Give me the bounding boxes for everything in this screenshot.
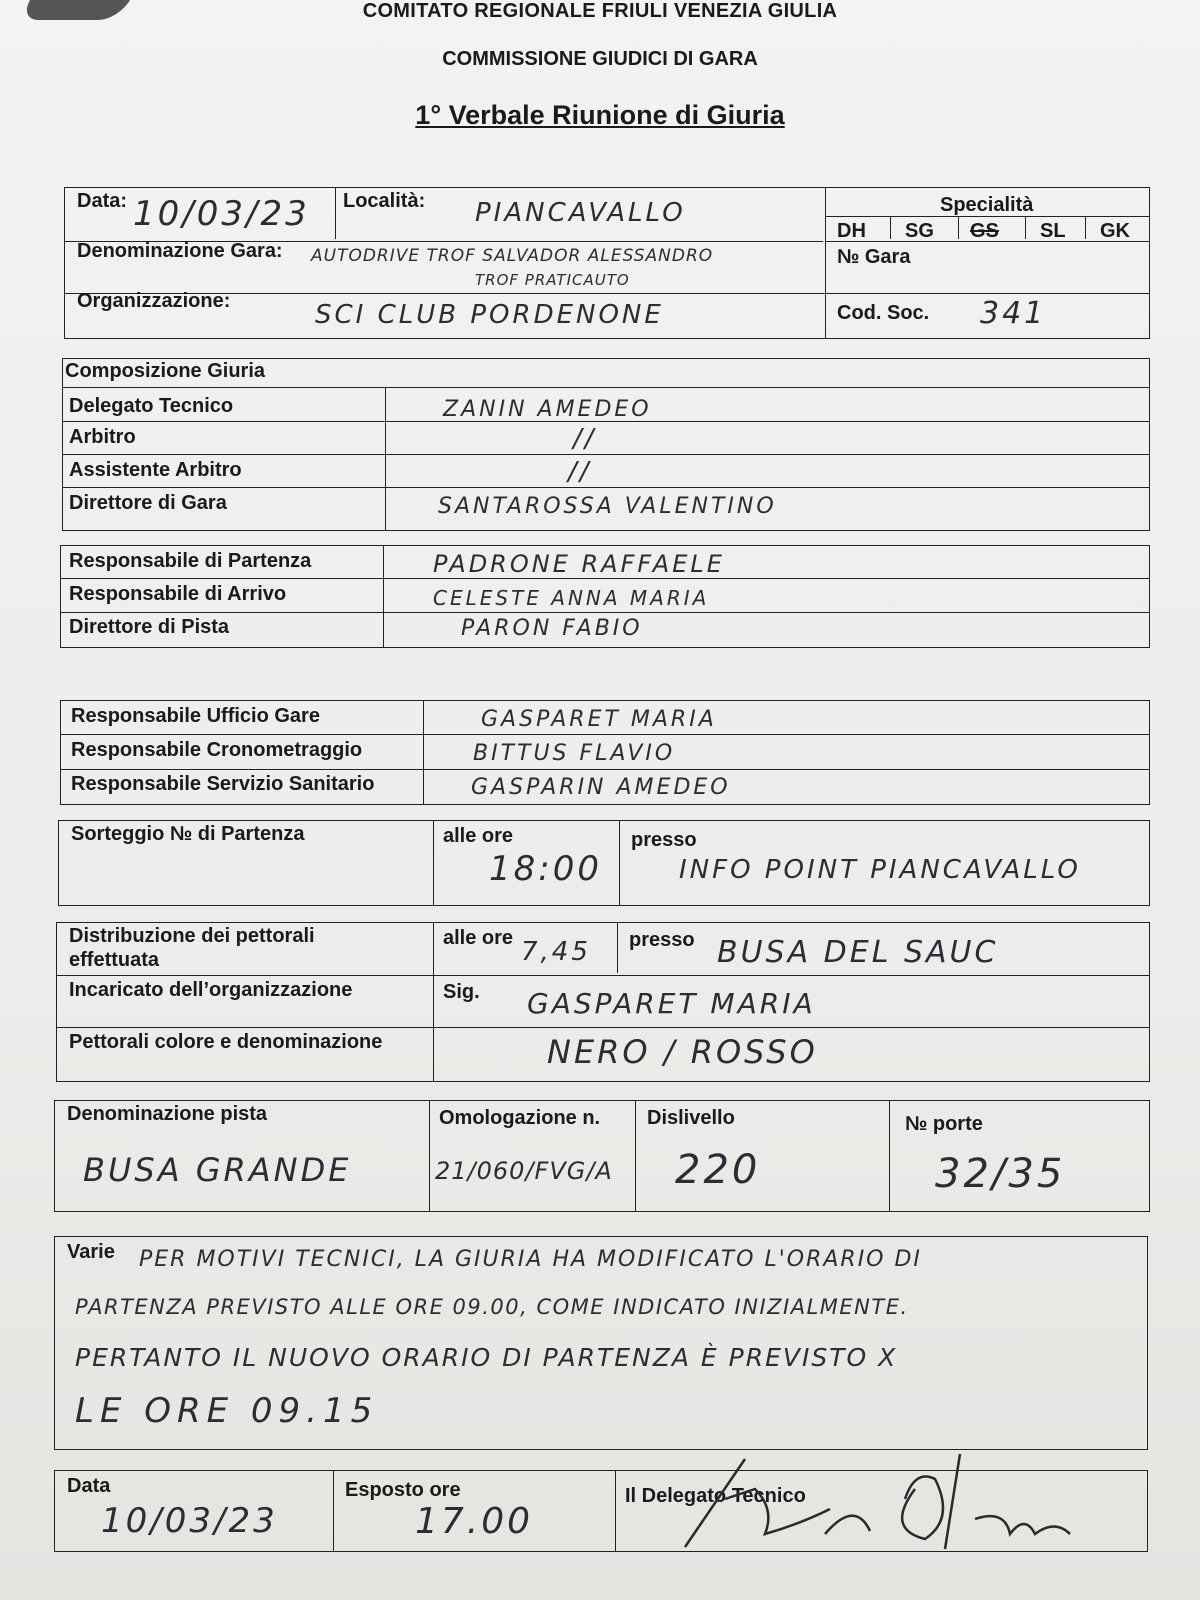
jury-title: Composizione Giuria [65, 360, 266, 382]
delegate-signature [615, 1439, 1135, 1559]
jury-value-race-director: SANTAROSSA VALENTINO [438, 494, 777, 519]
jury-value-delegate: ZANIN AMEDEO [443, 397, 652, 422]
notes-line2: PARTENZA PREVISTO ALLE ORE 09.00, COME INDICATO INIZIALMENTE. [75, 1295, 909, 1319]
jury-value-assistant: // [568, 457, 592, 487]
specialty-sg: SG [905, 220, 934, 242]
jury-value-referee: // [573, 424, 597, 454]
officials-label-course: Direttore di Pista [69, 616, 230, 638]
bibs-color-value: NERO / ROSSO [547, 1033, 818, 1071]
specialty-sl: SL [1040, 220, 1066, 242]
notes-line1: PER MOTIVI TECNICI, LA GIURIA HA MODIFICATO L'ORARIO DI [139, 1247, 922, 1272]
date-label: Data: [77, 190, 128, 212]
date-value: 10/03/23 [133, 194, 310, 234]
delegate-signature-label: Il Delegato Tecnico [625, 1485, 806, 1507]
soc-code-value: 341 [980, 296, 1047, 331]
bibs-place-value: BUSA DEL SAUC [717, 935, 999, 970]
services-label-timing: Responsabile Cronometraggio [71, 739, 363, 761]
footer-date-label: Data [67, 1475, 111, 1497]
jury-label-assistant: Assistente Arbitro [69, 459, 242, 481]
posted-time-value: 17.00 [415, 1501, 534, 1542]
drop-value: 220 [675, 1147, 761, 1193]
bibs-org-value: GASPARET MARIA [527, 987, 816, 1020]
bibs-time-label: alle ore [443, 927, 514, 949]
specialty-gk: GK [1100, 220, 1130, 242]
draw-place-value: INFO POINT PIANCAVALLO [679, 855, 1081, 885]
services-label-medical: Responsabile Servizio Sanitario [71, 773, 375, 795]
bibs-table [56, 922, 1150, 1082]
officials-value-course: PARON FABIO [461, 616, 643, 641]
services-label-office: Responsabile Ufficio Gare [71, 705, 320, 727]
org-heading: COMITATO REGIONALE FRIULI VENEZIA GIULIA [362, 0, 838, 22]
specialty-gs: GS [970, 220, 999, 242]
officials-value-start: PADRONE RAFFAELE [433, 550, 725, 578]
bibs-sig-label: Sig. [443, 981, 480, 1003]
location-label: Località: [343, 190, 426, 212]
jury-table [62, 358, 1150, 531]
jury-label-delegate: Delegato Tecnico [69, 395, 234, 417]
race-name-line2: TROF PRATICAUTO [475, 271, 630, 289]
race-number-label: № Gara [837, 246, 911, 268]
specialty-dh: DH [837, 220, 866, 242]
officials-table [60, 545, 1150, 648]
jury-label-referee: Arbitro [69, 426, 136, 448]
footer-date-value: 10/03/23 [101, 1501, 278, 1541]
document-title: 1° Verbale Riunione di Giuria [415, 100, 785, 130]
draw-table [58, 820, 1150, 906]
homologation-label: Omologazione n. [439, 1107, 601, 1129]
draw-place-label: presso [631, 829, 697, 851]
race-info-table [64, 187, 1150, 339]
footer-table [54, 1470, 1148, 1552]
track-table [54, 1100, 1150, 1212]
specialty-label: Specialità [940, 194, 1034, 216]
bibs-color-label: Pettorali colore e denominazione [69, 1031, 383, 1053]
posted-time-label: Esposto ore [345, 1479, 461, 1501]
gates-label: № porte [905, 1113, 983, 1135]
services-table [60, 700, 1150, 805]
draw-time-label: alle ore [443, 825, 514, 847]
track-name-value: BUSA GRANDE [83, 1151, 352, 1189]
bibs-time-value: 7,45 [521, 937, 591, 967]
notes-box [54, 1236, 1148, 1450]
draw-label: Sorteggio № di Partenza [71, 823, 305, 845]
notes-label: Varie [67, 1241, 115, 1263]
gates-value: 32/35 [935, 1151, 1066, 1197]
notes-line4: LE ORE 09.15 [75, 1391, 379, 1431]
commission-heading: COMMISSIONE GIUDICI DI GARA [442, 48, 758, 70]
race-name-label: Denominazione Gara: [77, 240, 283, 262]
jury-label-race-director: Direttore di Gara [69, 492, 227, 514]
services-value-timing: BITTUS FLAVIO [473, 741, 676, 766]
drop-label: Dislivello [647, 1107, 735, 1129]
organization-label: Organizzazione: [77, 290, 231, 312]
officials-label-finish: Responsabile di Arrivo [69, 583, 287, 605]
officials-label-start: Responsabile di Partenza [69, 550, 312, 572]
bibs-place-label: presso [629, 929, 695, 951]
race-name-line1: AUTODRIVE TROF SALVADOR ALESSANDRO [311, 246, 714, 266]
draw-time-value: 18:00 [489, 849, 602, 889]
organization-value: SCI CLUB PORDENONE [315, 300, 664, 330]
bibs-dist-label-2: effettuata [69, 949, 160, 971]
officials-value-finish: CELESTE ANNA MARIA [433, 586, 710, 610]
bibs-dist-label-1: Distribuzione dei pettorali [69, 925, 315, 947]
homologation-value: 21/060/FVG/A [435, 1157, 613, 1185]
services-value-medical: GASPARIN AMEDEO [471, 775, 731, 800]
services-value-office: GASPARET MARIA [481, 707, 717, 732]
soc-code-label: Cod. Soc. [837, 302, 930, 324]
notes-line3: PERTANTO IL NUOVO ORARIO DI PARTENZA È PREVISTO X [75, 1343, 898, 1372]
location-value: PIANCAVALLO [475, 198, 686, 228]
bibs-org-label: Incaricato dell’organizzazione [69, 979, 353, 1001]
track-name-label: Denominazione pista [67, 1103, 268, 1125]
